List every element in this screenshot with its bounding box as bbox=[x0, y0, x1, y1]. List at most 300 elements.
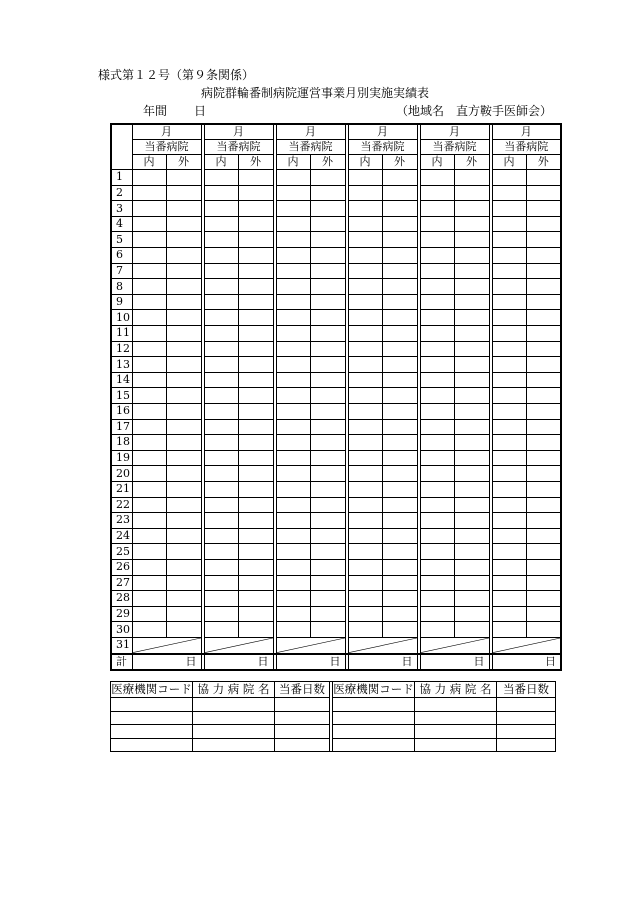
inner-count-cell[interactable] bbox=[492, 497, 526, 513]
outer-count-cell[interactable] bbox=[382, 606, 417, 622]
outer-count-cell[interactable] bbox=[526, 201, 561, 217]
inner-count-cell[interactable] bbox=[276, 419, 310, 435]
outer-count-cell[interactable] bbox=[310, 357, 345, 373]
inner-count-cell[interactable] bbox=[492, 450, 526, 466]
outer-count-cell[interactable] bbox=[454, 513, 489, 529]
outer-count-cell[interactable] bbox=[310, 528, 345, 544]
outer-count-cell[interactable] bbox=[238, 388, 273, 404]
inner-count-cell[interactable] bbox=[492, 341, 526, 357]
outer-count-cell[interactable] bbox=[166, 232, 201, 248]
outer-count-cell[interactable] bbox=[238, 404, 273, 420]
outer-count-cell[interactable] bbox=[166, 294, 201, 310]
inner-count-cell[interactable] bbox=[276, 310, 310, 326]
inner-count-cell[interactable] bbox=[348, 606, 382, 622]
outer-count-cell[interactable] bbox=[454, 481, 489, 497]
inner-count-cell[interactable] bbox=[276, 466, 310, 482]
inner-count-cell[interactable] bbox=[492, 372, 526, 388]
outer-count-cell[interactable] bbox=[166, 606, 201, 622]
outer-count-cell[interactable] bbox=[310, 513, 345, 529]
cooperating-hospital-name-cell[interactable] bbox=[415, 698, 497, 712]
outer-count-cell[interactable] bbox=[382, 310, 417, 326]
outer-count-cell[interactable] bbox=[526, 513, 561, 529]
inner-count-cell[interactable] bbox=[132, 279, 166, 295]
outer-count-cell[interactable] bbox=[238, 310, 273, 326]
outer-count-cell[interactable] bbox=[382, 170, 417, 186]
outer-count-cell[interactable] bbox=[310, 263, 345, 279]
inner-count-cell[interactable] bbox=[348, 201, 382, 217]
medical-code-cell[interactable] bbox=[111, 698, 193, 712]
inner-count-cell[interactable] bbox=[204, 279, 238, 295]
inner-count-cell[interactable] bbox=[204, 435, 238, 451]
inner-count-cell[interactable] bbox=[420, 388, 454, 404]
inner-count-cell[interactable] bbox=[132, 372, 166, 388]
inner-count-cell[interactable] bbox=[204, 404, 238, 420]
outer-count-cell[interactable] bbox=[454, 622, 489, 638]
medical-code-cell[interactable] bbox=[333, 698, 415, 712]
cooperating-hospital-name-cell[interactable] bbox=[193, 711, 275, 725]
inner-count-cell[interactable] bbox=[132, 450, 166, 466]
outer-count-cell[interactable] bbox=[310, 185, 345, 201]
inner-count-cell[interactable] bbox=[348, 513, 382, 529]
outer-count-cell[interactable] bbox=[310, 279, 345, 295]
inner-count-cell[interactable] bbox=[132, 497, 166, 513]
outer-count-cell[interactable] bbox=[454, 357, 489, 373]
outer-count-cell[interactable] bbox=[526, 388, 561, 404]
inner-count-cell[interactable] bbox=[132, 201, 166, 217]
outer-count-cell[interactable] bbox=[238, 591, 273, 607]
outer-count-cell[interactable] bbox=[526, 310, 561, 326]
outer-count-cell[interactable] bbox=[382, 201, 417, 217]
outer-count-cell[interactable] bbox=[310, 481, 345, 497]
outer-count-cell[interactable] bbox=[454, 294, 489, 310]
outer-count-cell[interactable] bbox=[310, 544, 345, 560]
outer-count-cell[interactable] bbox=[238, 497, 273, 513]
outer-count-cell[interactable] bbox=[382, 528, 417, 544]
medical-code-cell[interactable] bbox=[333, 738, 415, 752]
inner-count-cell[interactable] bbox=[348, 170, 382, 186]
outer-count-cell[interactable] bbox=[382, 466, 417, 482]
inner-count-cell[interactable] bbox=[492, 528, 526, 544]
inner-count-cell[interactable] bbox=[492, 248, 526, 264]
outer-count-cell[interactable] bbox=[310, 450, 345, 466]
outer-count-cell[interactable] bbox=[454, 201, 489, 217]
inner-count-cell[interactable] bbox=[276, 170, 310, 186]
total-days-cell[interactable]: 日 bbox=[348, 654, 417, 671]
outer-count-cell[interactable] bbox=[238, 341, 273, 357]
inner-count-cell[interactable] bbox=[348, 216, 382, 232]
inner-count-cell[interactable] bbox=[204, 341, 238, 357]
inner-count-cell[interactable] bbox=[492, 419, 526, 435]
outer-count-cell[interactable] bbox=[238, 419, 273, 435]
inner-count-cell[interactable] bbox=[204, 372, 238, 388]
inner-count-cell[interactable] bbox=[492, 326, 526, 342]
inner-count-cell[interactable] bbox=[348, 404, 382, 420]
outer-count-cell[interactable] bbox=[526, 419, 561, 435]
inner-count-cell[interactable] bbox=[348, 497, 382, 513]
outer-count-cell[interactable] bbox=[454, 279, 489, 295]
outer-count-cell[interactable] bbox=[382, 372, 417, 388]
inner-count-cell[interactable] bbox=[204, 310, 238, 326]
outer-count-cell[interactable] bbox=[526, 170, 561, 186]
inner-count-cell[interactable] bbox=[204, 263, 238, 279]
outer-count-cell[interactable] bbox=[310, 591, 345, 607]
outer-count-cell[interactable] bbox=[238, 279, 273, 295]
inner-count-cell[interactable] bbox=[348, 279, 382, 295]
inner-count-cell[interactable] bbox=[492, 513, 526, 529]
inner-count-cell[interactable] bbox=[132, 263, 166, 279]
inner-count-cell[interactable] bbox=[204, 248, 238, 264]
outer-count-cell[interactable] bbox=[166, 310, 201, 326]
inner-count-cell[interactable] bbox=[420, 481, 454, 497]
inner-count-cell[interactable] bbox=[132, 341, 166, 357]
outer-count-cell[interactable] bbox=[382, 263, 417, 279]
total-days-cell[interactable]: 日 bbox=[204, 654, 273, 671]
outer-count-cell[interactable] bbox=[382, 294, 417, 310]
outer-count-cell[interactable] bbox=[382, 248, 417, 264]
outer-count-cell[interactable] bbox=[382, 513, 417, 529]
inner-count-cell[interactable] bbox=[420, 185, 454, 201]
inner-count-cell[interactable] bbox=[276, 201, 310, 217]
inner-count-cell[interactable] bbox=[420, 294, 454, 310]
inner-count-cell[interactable] bbox=[276, 357, 310, 373]
inner-count-cell[interactable] bbox=[276, 263, 310, 279]
duty-days-cell[interactable] bbox=[275, 725, 330, 739]
inner-count-cell[interactable] bbox=[276, 294, 310, 310]
inner-count-cell[interactable] bbox=[492, 575, 526, 591]
inner-count-cell[interactable] bbox=[276, 388, 310, 404]
outer-count-cell[interactable] bbox=[310, 559, 345, 575]
inner-count-cell[interactable] bbox=[276, 528, 310, 544]
inner-count-cell[interactable] bbox=[420, 357, 454, 373]
outer-count-cell[interactable] bbox=[310, 419, 345, 435]
outer-count-cell[interactable] bbox=[166, 591, 201, 607]
inner-count-cell[interactable] bbox=[492, 357, 526, 373]
outer-count-cell[interactable] bbox=[454, 435, 489, 451]
duty-days-cell[interactable] bbox=[497, 711, 556, 725]
outer-count-cell[interactable] bbox=[166, 622, 201, 638]
cooperating-hospital-name-cell[interactable] bbox=[415, 725, 497, 739]
inner-count-cell[interactable] bbox=[492, 388, 526, 404]
outer-count-cell[interactable] bbox=[454, 326, 489, 342]
inner-count-cell[interactable] bbox=[132, 513, 166, 529]
inner-count-cell[interactable] bbox=[132, 170, 166, 186]
inner-count-cell[interactable] bbox=[204, 185, 238, 201]
outer-count-cell[interactable] bbox=[238, 248, 273, 264]
outer-count-cell[interactable] bbox=[382, 185, 417, 201]
inner-count-cell[interactable] bbox=[204, 559, 238, 575]
outer-count-cell[interactable] bbox=[238, 450, 273, 466]
inner-count-cell[interactable] bbox=[132, 388, 166, 404]
outer-count-cell[interactable] bbox=[526, 575, 561, 591]
outer-count-cell[interactable] bbox=[526, 294, 561, 310]
inner-count-cell[interactable] bbox=[492, 404, 526, 420]
inner-count-cell[interactable] bbox=[348, 232, 382, 248]
duty-days-cell[interactable] bbox=[497, 725, 556, 739]
outer-count-cell[interactable] bbox=[166, 466, 201, 482]
inner-count-cell[interactable] bbox=[276, 559, 310, 575]
outer-count-cell[interactable] bbox=[454, 559, 489, 575]
medical-code-cell[interactable] bbox=[111, 711, 193, 725]
inner-count-cell[interactable] bbox=[132, 591, 166, 607]
outer-count-cell[interactable] bbox=[382, 497, 417, 513]
outer-count-cell[interactable] bbox=[454, 216, 489, 232]
outer-count-cell[interactable] bbox=[238, 513, 273, 529]
outer-count-cell[interactable] bbox=[382, 622, 417, 638]
outer-count-cell[interactable] bbox=[382, 279, 417, 295]
inner-count-cell[interactable] bbox=[420, 466, 454, 482]
inner-count-cell[interactable] bbox=[132, 216, 166, 232]
outer-count-cell[interactable] bbox=[382, 388, 417, 404]
outer-count-cell[interactable] bbox=[382, 419, 417, 435]
inner-count-cell[interactable] bbox=[420, 435, 454, 451]
inner-count-cell[interactable] bbox=[492, 559, 526, 575]
total-days-cell[interactable]: 日 bbox=[132, 654, 201, 671]
outer-count-cell[interactable] bbox=[166, 201, 201, 217]
outer-count-cell[interactable] bbox=[454, 544, 489, 560]
inner-count-cell[interactable] bbox=[276, 404, 310, 420]
outer-count-cell[interactable] bbox=[166, 513, 201, 529]
outer-count-cell[interactable] bbox=[310, 404, 345, 420]
cooperating-hospital-name-cell[interactable] bbox=[193, 698, 275, 712]
inner-count-cell[interactable] bbox=[420, 310, 454, 326]
inner-count-cell[interactable] bbox=[492, 606, 526, 622]
outer-count-cell[interactable] bbox=[238, 481, 273, 497]
outer-count-cell[interactable] bbox=[166, 404, 201, 420]
outer-count-cell[interactable] bbox=[238, 622, 273, 638]
inner-count-cell[interactable] bbox=[492, 216, 526, 232]
outer-count-cell[interactable] bbox=[526, 372, 561, 388]
duty-days-cell[interactable] bbox=[275, 711, 330, 725]
inner-count-cell[interactable] bbox=[276, 622, 310, 638]
outer-count-cell[interactable] bbox=[166, 279, 201, 295]
inner-count-cell[interactable] bbox=[132, 481, 166, 497]
inner-count-cell[interactable] bbox=[204, 450, 238, 466]
inner-count-cell[interactable] bbox=[204, 388, 238, 404]
outer-count-cell[interactable] bbox=[238, 170, 273, 186]
outer-count-cell[interactable] bbox=[454, 248, 489, 264]
outer-count-cell[interactable] bbox=[526, 248, 561, 264]
inner-count-cell[interactable] bbox=[132, 575, 166, 591]
outer-count-cell[interactable] bbox=[526, 357, 561, 373]
total-days-cell[interactable]: 日 bbox=[492, 654, 561, 671]
outer-count-cell[interactable] bbox=[382, 404, 417, 420]
outer-count-cell[interactable] bbox=[382, 341, 417, 357]
inner-count-cell[interactable] bbox=[132, 419, 166, 435]
duty-days-cell[interactable] bbox=[497, 738, 556, 752]
outer-count-cell[interactable] bbox=[526, 497, 561, 513]
inner-count-cell[interactable] bbox=[276, 248, 310, 264]
inner-count-cell[interactable] bbox=[132, 466, 166, 482]
outer-count-cell[interactable] bbox=[310, 216, 345, 232]
inner-count-cell[interactable] bbox=[132, 248, 166, 264]
outer-count-cell[interactable] bbox=[526, 622, 561, 638]
inner-count-cell[interactable] bbox=[276, 450, 310, 466]
outer-count-cell[interactable] bbox=[166, 450, 201, 466]
inner-count-cell[interactable] bbox=[276, 216, 310, 232]
outer-count-cell[interactable] bbox=[310, 326, 345, 342]
outer-count-cell[interactable] bbox=[454, 528, 489, 544]
inner-count-cell[interactable] bbox=[420, 263, 454, 279]
outer-count-cell[interactable] bbox=[526, 481, 561, 497]
outer-count-cell[interactable] bbox=[166, 248, 201, 264]
outer-count-cell[interactable] bbox=[526, 279, 561, 295]
inner-count-cell[interactable] bbox=[420, 544, 454, 560]
medical-code-cell[interactable] bbox=[333, 711, 415, 725]
inner-count-cell[interactable] bbox=[420, 450, 454, 466]
inner-count-cell[interactable] bbox=[420, 326, 454, 342]
inner-count-cell[interactable] bbox=[348, 450, 382, 466]
inner-count-cell[interactable] bbox=[348, 591, 382, 607]
outer-count-cell[interactable] bbox=[166, 326, 201, 342]
outer-count-cell[interactable] bbox=[238, 435, 273, 451]
inner-count-cell[interactable] bbox=[276, 606, 310, 622]
inner-count-cell[interactable] bbox=[204, 232, 238, 248]
inner-count-cell[interactable] bbox=[132, 404, 166, 420]
inner-count-cell[interactable] bbox=[492, 591, 526, 607]
inner-count-cell[interactable] bbox=[132, 232, 166, 248]
outer-count-cell[interactable] bbox=[166, 544, 201, 560]
inner-count-cell[interactable] bbox=[276, 185, 310, 201]
inner-count-cell[interactable] bbox=[348, 435, 382, 451]
outer-count-cell[interactable] bbox=[526, 466, 561, 482]
inner-count-cell[interactable] bbox=[420, 591, 454, 607]
duty-days-cell[interactable] bbox=[275, 698, 330, 712]
inner-count-cell[interactable] bbox=[420, 248, 454, 264]
duty-days-cell[interactable] bbox=[275, 738, 330, 752]
inner-count-cell[interactable] bbox=[420, 528, 454, 544]
inner-count-cell[interactable] bbox=[420, 372, 454, 388]
inner-count-cell[interactable] bbox=[420, 622, 454, 638]
inner-count-cell[interactable] bbox=[348, 575, 382, 591]
outer-count-cell[interactable] bbox=[526, 341, 561, 357]
inner-count-cell[interactable] bbox=[132, 294, 166, 310]
outer-count-cell[interactable] bbox=[238, 263, 273, 279]
outer-count-cell[interactable] bbox=[166, 559, 201, 575]
outer-count-cell[interactable] bbox=[526, 435, 561, 451]
inner-count-cell[interactable] bbox=[276, 341, 310, 357]
inner-count-cell[interactable] bbox=[204, 528, 238, 544]
outer-count-cell[interactable] bbox=[382, 591, 417, 607]
outer-count-cell[interactable] bbox=[382, 232, 417, 248]
inner-count-cell[interactable] bbox=[204, 481, 238, 497]
outer-count-cell[interactable] bbox=[238, 294, 273, 310]
outer-count-cell[interactable] bbox=[238, 528, 273, 544]
inner-count-cell[interactable] bbox=[492, 185, 526, 201]
outer-count-cell[interactable] bbox=[526, 544, 561, 560]
inner-count-cell[interactable] bbox=[204, 466, 238, 482]
outer-count-cell[interactable] bbox=[526, 528, 561, 544]
outer-count-cell[interactable] bbox=[526, 591, 561, 607]
outer-count-cell[interactable] bbox=[310, 170, 345, 186]
inner-count-cell[interactable] bbox=[348, 310, 382, 326]
outer-count-cell[interactable] bbox=[238, 544, 273, 560]
inner-count-cell[interactable] bbox=[276, 575, 310, 591]
inner-count-cell[interactable] bbox=[348, 372, 382, 388]
inner-count-cell[interactable] bbox=[420, 497, 454, 513]
inner-count-cell[interactable] bbox=[492, 310, 526, 326]
inner-count-cell[interactable] bbox=[132, 326, 166, 342]
outer-count-cell[interactable] bbox=[526, 450, 561, 466]
inner-count-cell[interactable] bbox=[204, 544, 238, 560]
inner-count-cell[interactable] bbox=[276, 326, 310, 342]
outer-count-cell[interactable] bbox=[166, 341, 201, 357]
outer-count-cell[interactable] bbox=[454, 591, 489, 607]
outer-count-cell[interactable] bbox=[526, 404, 561, 420]
inner-count-cell[interactable] bbox=[276, 481, 310, 497]
inner-count-cell[interactable] bbox=[420, 404, 454, 420]
outer-count-cell[interactable] bbox=[454, 606, 489, 622]
outer-count-cell[interactable] bbox=[382, 559, 417, 575]
outer-count-cell[interactable] bbox=[310, 497, 345, 513]
outer-count-cell[interactable] bbox=[310, 466, 345, 482]
outer-count-cell[interactable] bbox=[166, 419, 201, 435]
inner-count-cell[interactable] bbox=[420, 559, 454, 575]
outer-count-cell[interactable] bbox=[166, 575, 201, 591]
outer-count-cell[interactable] bbox=[310, 435, 345, 451]
outer-count-cell[interactable] bbox=[454, 341, 489, 357]
outer-count-cell[interactable] bbox=[310, 388, 345, 404]
inner-count-cell[interactable] bbox=[492, 544, 526, 560]
inner-count-cell[interactable] bbox=[348, 528, 382, 544]
outer-count-cell[interactable] bbox=[526, 606, 561, 622]
outer-count-cell[interactable] bbox=[238, 201, 273, 217]
outer-count-cell[interactable] bbox=[454, 372, 489, 388]
outer-count-cell[interactable] bbox=[526, 326, 561, 342]
outer-count-cell[interactable] bbox=[166, 216, 201, 232]
outer-count-cell[interactable] bbox=[454, 404, 489, 420]
outer-count-cell[interactable] bbox=[454, 388, 489, 404]
inner-count-cell[interactable] bbox=[420, 419, 454, 435]
inner-count-cell[interactable] bbox=[348, 294, 382, 310]
outer-count-cell[interactable] bbox=[238, 372, 273, 388]
cooperating-hospital-name-cell[interactable] bbox=[415, 711, 497, 725]
outer-count-cell[interactable] bbox=[382, 450, 417, 466]
inner-count-cell[interactable] bbox=[348, 248, 382, 264]
outer-count-cell[interactable] bbox=[454, 419, 489, 435]
inner-count-cell[interactable] bbox=[204, 591, 238, 607]
outer-count-cell[interactable] bbox=[454, 497, 489, 513]
inner-count-cell[interactable] bbox=[132, 310, 166, 326]
inner-count-cell[interactable] bbox=[132, 435, 166, 451]
outer-count-cell[interactable] bbox=[454, 170, 489, 186]
inner-count-cell[interactable] bbox=[420, 279, 454, 295]
inner-count-cell[interactable] bbox=[492, 263, 526, 279]
outer-count-cell[interactable] bbox=[238, 326, 273, 342]
inner-count-cell[interactable] bbox=[132, 528, 166, 544]
inner-count-cell[interactable] bbox=[204, 606, 238, 622]
inner-count-cell[interactable] bbox=[132, 606, 166, 622]
inner-count-cell[interactable] bbox=[348, 357, 382, 373]
inner-count-cell[interactable] bbox=[348, 559, 382, 575]
inner-count-cell[interactable] bbox=[132, 185, 166, 201]
outer-count-cell[interactable] bbox=[238, 575, 273, 591]
outer-count-cell[interactable] bbox=[166, 435, 201, 451]
outer-count-cell[interactable] bbox=[238, 559, 273, 575]
inner-count-cell[interactable] bbox=[204, 216, 238, 232]
outer-count-cell[interactable] bbox=[238, 216, 273, 232]
inner-count-cell[interactable] bbox=[492, 481, 526, 497]
inner-count-cell[interactable] bbox=[420, 170, 454, 186]
outer-count-cell[interactable] bbox=[310, 248, 345, 264]
outer-count-cell[interactable] bbox=[310, 575, 345, 591]
outer-count-cell[interactable] bbox=[310, 372, 345, 388]
inner-count-cell[interactable] bbox=[420, 341, 454, 357]
inner-count-cell[interactable] bbox=[348, 263, 382, 279]
medical-code-cell[interactable] bbox=[333, 725, 415, 739]
outer-count-cell[interactable] bbox=[166, 481, 201, 497]
inner-count-cell[interactable] bbox=[420, 575, 454, 591]
inner-count-cell[interactable] bbox=[132, 544, 166, 560]
